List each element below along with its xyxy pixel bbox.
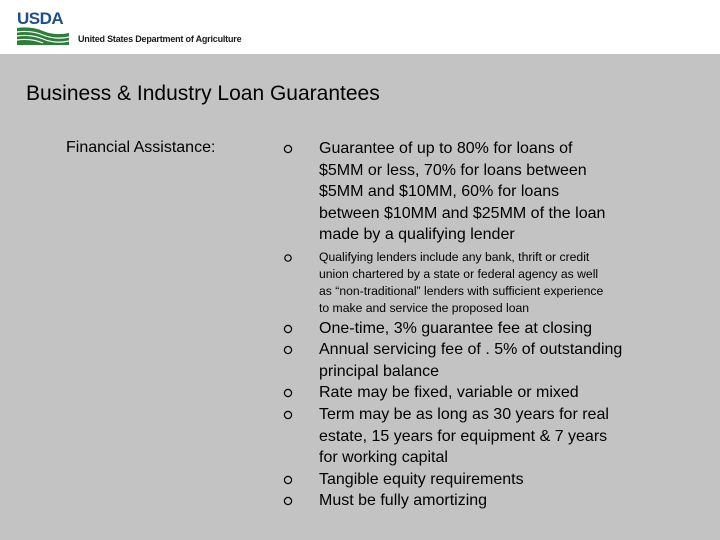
list-item	[319, 382, 579, 404]
list-item	[319, 469, 524, 491]
hollow-circle-bullet-icon	[283, 475, 293, 485]
section-label: Financial Assistance:	[66, 139, 216, 156]
hollow-circle-bullet-icon	[283, 496, 293, 506]
list-item	[319, 490, 487, 512]
list-item-line: Qualifying lenders include any bank, thrift or credit	[319, 250, 590, 264]
hollow-circle-bullet-icon	[283, 410, 293, 420]
agency-name: United States Department of Agriculture	[78, 34, 242, 44]
usda-logo-graphic	[17, 9, 69, 45]
list-item	[319, 249, 659, 317]
list-item-line: estate, 15 years for equipment & 7 years	[319, 427, 608, 445]
list-item-line: $5MM or less, 70% for loans between	[319, 161, 587, 179]
header-band	[0, 0, 720, 54]
usda-logo-text: USDA	[17, 9, 64, 28]
list-item-line: Term may be as long as 30 years for real	[319, 406, 609, 423]
usda-logo	[17, 9, 69, 45]
hollow-circle-bullet-icon	[283, 388, 293, 398]
list-item	[319, 138, 605, 246]
list-item-line: Annual servicing fee of . 5% of outstanding	[319, 341, 623, 358]
hollow-circle-bullet-icon	[283, 345, 293, 355]
hollow-circle-bullet-icon	[283, 253, 293, 263]
list-item-line: to make and service the proposed loan	[319, 301, 530, 315]
list-item-line: Tangible equity requirements	[319, 471, 524, 488]
list-item-line: union chartered by a state or federal agency as well	[319, 267, 599, 281]
list-item-line: principal balance	[319, 362, 440, 380]
hollow-circle-bullet-icon	[283, 324, 293, 334]
list-item	[319, 318, 592, 340]
hollow-circle-bullet-icon	[283, 144, 293, 154]
list-item-line: Rate may be fixed, variable or mixed	[319, 384, 579, 401]
list-item-line: One-time, 3% guarantee fee at closing	[319, 320, 593, 337]
list-item-line: $5MM and $10MM, 60% for loans	[319, 183, 560, 201]
list-item-line: between $10MM and $25MM of the loan	[319, 204, 606, 222]
list-item	[319, 404, 609, 469]
list-item-line: Guarantee of up to 80% for loans of	[319, 140, 573, 157]
list-item-line: for working capital	[319, 449, 448, 467]
list-item-line: as “non-traditional” lenders with sufficient experience	[319, 284, 604, 298]
list-item-line: Must be fully amortizing	[319, 492, 488, 509]
list-item	[319, 339, 622, 382]
slide-title: Business & Industry Loan Guarantees	[26, 82, 380, 105]
list-item-line: made by a qualifying lender	[319, 226, 515, 244]
